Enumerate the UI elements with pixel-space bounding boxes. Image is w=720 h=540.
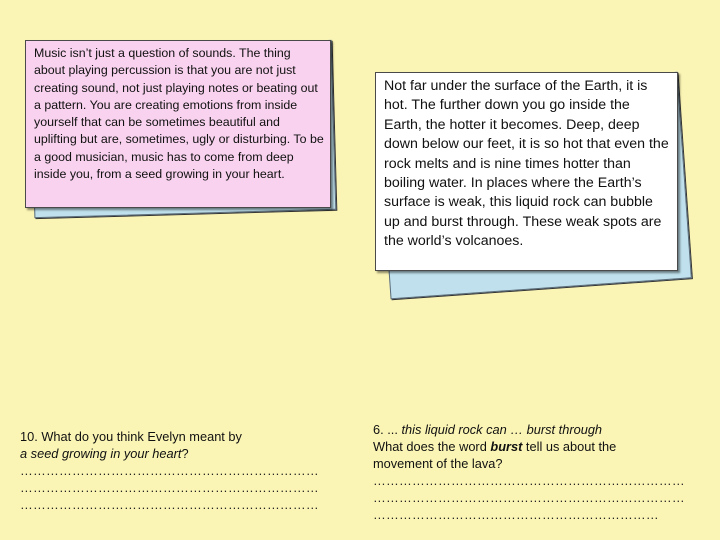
question-6-ask-after: tell us about the bbox=[522, 439, 617, 454]
question-6-keyword: burst bbox=[490, 439, 523, 454]
question-6 bbox=[373, 421, 703, 523]
music-passage-card bbox=[25, 40, 331, 208]
question-10-quote-line bbox=[20, 445, 332, 462]
question-10-prompt: 10. What do you think Evelyn meant by bbox=[20, 429, 242, 444]
question-6-answer-line-2[interactable]: ……………………………………………………………… bbox=[373, 490, 685, 505]
question-6-answer-line-3[interactable]: ………………………………………………………… bbox=[373, 507, 659, 522]
question-6-prefix: 6. ... bbox=[373, 422, 398, 437]
question-10-answer-line-3[interactable]: …………………………………………………………… bbox=[20, 497, 319, 512]
question-10-answer-line-2[interactable]: …………………………………………………………… bbox=[20, 480, 319, 495]
question-10-quote: a seed growing in your heart bbox=[20, 446, 182, 461]
question-6-answer-line-1[interactable]: ……………………………………………………………… bbox=[373, 473, 685, 488]
question-6-quote: this liquid rock can … burst through bbox=[401, 422, 603, 437]
question-10-answer-line-1[interactable]: …………………………………………………………… bbox=[20, 463, 319, 478]
question-6-quote-line bbox=[373, 421, 703, 438]
question-10-suffix: ? bbox=[181, 446, 189, 461]
music-passage-text: Music isn’t just a question of sounds. The thing about playing percussion is that you are not just creating sound, not just playing notes or beating out a pattern. You are creating emotions from inside yourself that can be sometimes beautiful and uplifting but are, sometimes, ugly or disturbing. To be a good musician, music has to come from deep inside you, from a seed growing in your heart. bbox=[34, 46, 324, 182]
question-6-ask-before: What does the word bbox=[373, 439, 491, 454]
question-10 bbox=[20, 428, 332, 513]
volcano-passage-text: Not far under the surface of the Earth, it is hot. The further down you go inside the Earth, the hotter it becomes. Deep, deep down below our feet, it is so hot that even the rock melts and is nine times hotter than boiling water. In places where the Earth’s surface is weak, this liquid rock can bubble up and burst through. These weak spots are the world’s volcanoes. bbox=[384, 78, 669, 250]
question-6-ask-line-1 bbox=[373, 438, 703, 455]
volcano-passage-card bbox=[375, 72, 678, 271]
question-6-ask-line-2: movement of the lava? bbox=[373, 456, 503, 471]
